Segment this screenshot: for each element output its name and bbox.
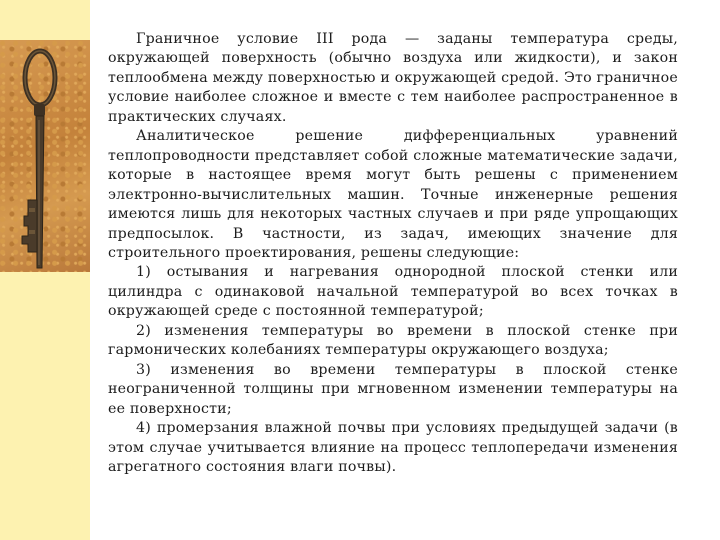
list-item-4: 4) промерзания влажной почвы при условиях предыдущей задачи (в этом случае учитывается влияние на процесс теплопередачи изменения агрегатного состояния влаги почвы). [108,420,678,475]
document-text [108,30,678,477]
list-item-2: 2) изменения температуры во времени в плоской стенке при гармонических колебаниях температуры окружающего воздуха; [108,322,678,359]
key-icon [0,40,90,272]
paragraph-boundary-condition: Граничное условие III рода — заданы температура среды, окружающей поверхность (обычно воздуха или жидкости), и закон теплообмена между поверхностью и окружающей средой. Это граничное условие наиболее сложное и вместе с тем наиболее распространенное в практических случаях. [108,31,678,125]
key-photo [0,40,90,272]
list-item-1: 1) остывания и нагревания однородной плоской стенки или цилиндра с одинаковой начальной температурой во всех точках в окружающей среде с постоянной температурой; [108,264,678,320]
paragraph-analytic-solution: Аналитическое решение дифференциальных уравнений теплопроводности представляет собой сложные математические задачи, которые в настоящее время могут быть решены с применением электронно-вычислительных машин. Точные инженерные решения имеются лишь для некоторых частных случаев и при ряде упрощающих предпосылок. В частности, из задач, имеющих значение для строительного проектирования, решены следующие: [108,128,678,261]
list-item-3: 3) изменения во времени температуры в плоской стенке неограниченной толщины при мгновенном изменении температуры на ее поверхности; [108,361,678,417]
